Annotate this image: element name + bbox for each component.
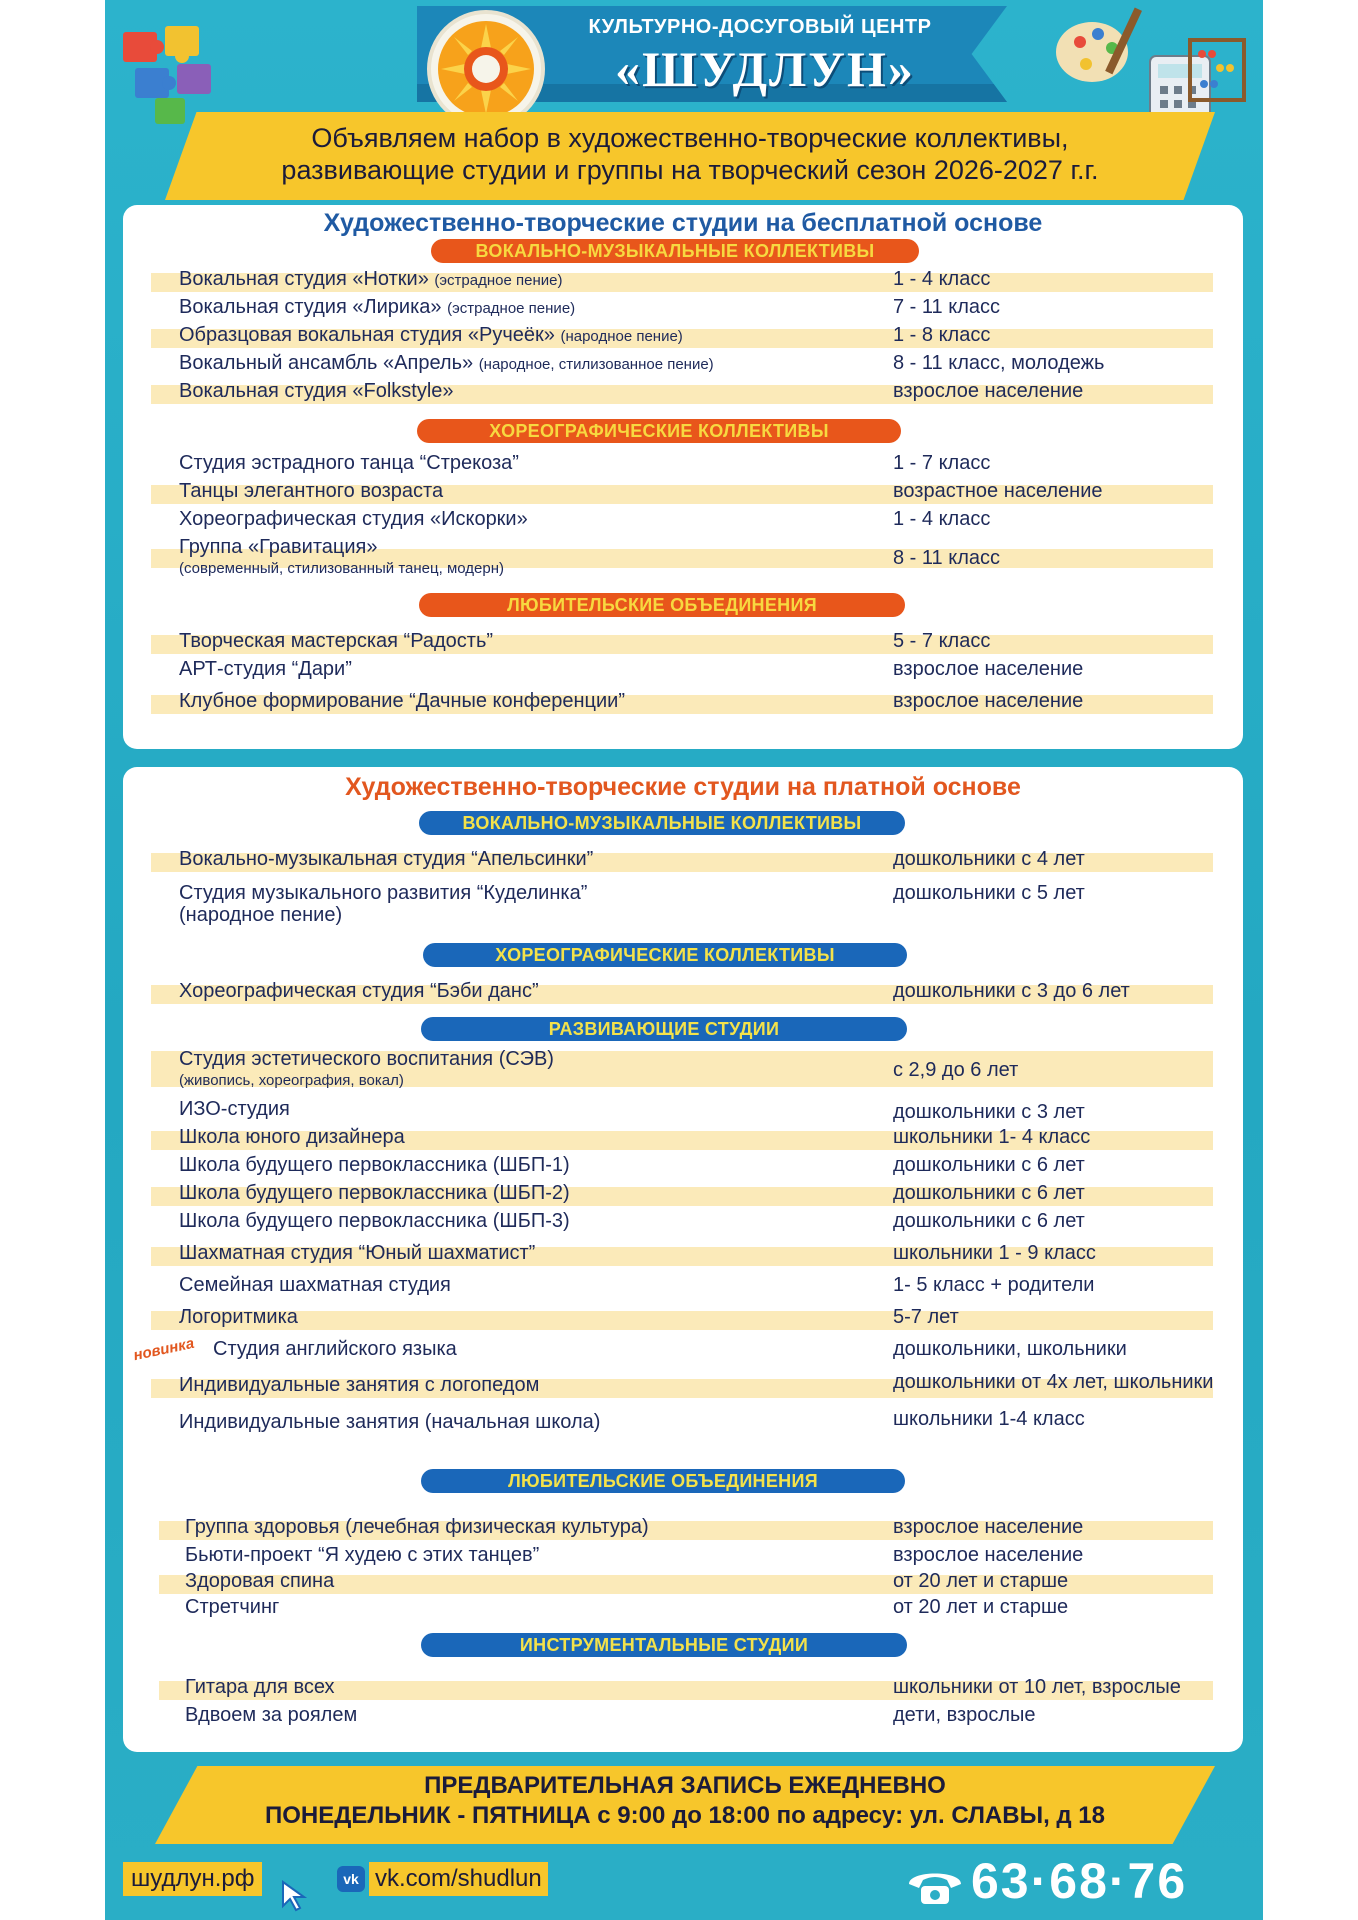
item-name: Школа будущего первоклассника (ШБП-3) — [179, 1210, 570, 1232]
item-name: Студия музыкального развития “Куделинка” — [179, 882, 588, 904]
item-name: Вокальная студия «Нотки» (эстрадное пение) — [179, 268, 563, 290]
item-audience: дошкольники с 6 лет — [893, 1210, 1085, 1232]
section-label: ХОРЕОГРАФИЧЕСКИЕ КОЛЛЕКТИВЫ — [417, 419, 901, 443]
item-name: Школа юного дизайнера — [179, 1126, 405, 1148]
list-item — [123, 847, 1243, 873]
list-item — [123, 1153, 1243, 1179]
list-item — [123, 1125, 1243, 1151]
item-audience: взрослое население — [893, 380, 1084, 402]
item-name: Хореографическая студия “Бэби данс” — [179, 980, 539, 1002]
list-item — [123, 1675, 1243, 1701]
list-item — [123, 267, 1243, 293]
free-studios-panel — [123, 205, 1243, 749]
item-name: АРТ-студия “Дари” — [179, 658, 352, 680]
item-name: Семейная шахматная студия — [179, 1274, 451, 1296]
item-audience: дошкольники от 4х лет, школьники — [893, 1371, 1214, 1393]
list-item — [123, 1410, 1243, 1436]
item-name: Вокально-музыкальная студия “Апельсинки” — [179, 848, 594, 870]
section-label: ИНСТРУМЕНТАЛЬНЫЕ СТУДИИ — [421, 1633, 907, 1657]
phone-icon — [905, 1864, 965, 1908]
item-audience: школьники 1-4 класс — [893, 1408, 1085, 1430]
palette-icon — [1050, 0, 1250, 130]
item-name: Вокальный ансамбль «Апрель» (народное, стилизованное пение) — [179, 352, 714, 374]
cursor-icon — [281, 1880, 311, 1912]
item-name: Танцы элегантного возраста — [179, 480, 444, 502]
center-name: «ШУДЛУН» — [615, 41, 915, 97]
item-name: Вокальная студия «Лирика» (эстрадное пение) — [179, 296, 576, 318]
item-name: Студия эстрадного танца “Стрекоза” — [179, 452, 519, 474]
list-item — [123, 379, 1243, 405]
item-note: (современный, стилизованный танец, модерн) — [179, 560, 504, 577]
list-item — [123, 1181, 1243, 1207]
list-item — [123, 1569, 1243, 1595]
item-name: Образцовая вокальная студия «Ручеёк» (народное пение) — [179, 324, 683, 346]
list-item — [123, 629, 1243, 655]
paid-panel-title: Художественно-творческие студии на платной основе — [345, 773, 1021, 801]
item-audience: 1 - 8 класс — [893, 324, 991, 346]
item-audience: школьники 1 - 9 класс — [893, 1242, 1096, 1264]
paid-studios-panel — [123, 767, 1243, 1752]
item-audience: дошкольники, школьники — [893, 1338, 1127, 1360]
item-note: (живопись, хореография, вокал) — [179, 1072, 404, 1089]
list-item — [123, 1209, 1243, 1235]
item-audience: 1 - 4 класс — [893, 268, 991, 290]
item-name: Логоритмика — [179, 1306, 298, 1328]
sun-logo-icon — [435, 18, 537, 120]
list-item — [123, 323, 1243, 349]
item-audience: от 20 лет и старше — [893, 1596, 1069, 1618]
item-note: (народное пение) — [179, 904, 343, 926]
section-label: ВОКАЛЬНО-МУЗЫКАЛЬНЫЕ КОЛЛЕКТИВЫ — [419, 811, 905, 835]
item-audience: от 20 лет и старше — [893, 1570, 1069, 1592]
item-name: Хореографическая студия «Искорки» — [179, 508, 528, 530]
list-item — [123, 1305, 1243, 1331]
item-audience: школьники от 10 лет, взрослые — [893, 1676, 1181, 1698]
item-audience: с 2,9 до 6 лет — [893, 1059, 1019, 1081]
section-label: ХОРЕОГРАФИЧЕСКИЕ КОЛЛЕКТИВЫ — [423, 943, 907, 967]
item-audience: 1 - 4 класс — [893, 508, 991, 530]
free-panel-title: Художественно-творческие студии на бесплатной основе — [323, 209, 1043, 237]
item-name: ИЗО-студия — [179, 1098, 290, 1120]
item-name: Гитара для всех — [185, 1676, 335, 1698]
item-name: Студия английского языка — [213, 1338, 457, 1360]
item-name: Шахматная студия “Юный шахматист” — [179, 1242, 536, 1264]
item-name: Школа будущего первоклассника (ШБП-2) — [179, 1182, 570, 1204]
list-item — [123, 1543, 1243, 1569]
item-audience: 8 - 11 класс, молодежь — [893, 352, 1105, 374]
list-item — [123, 1047, 1243, 1091]
section-label: ЛЮБИТЕЛЬСКИЕ ОБЪЕДИНЕНИЯ — [419, 593, 905, 617]
item-audience: взрослое население — [893, 1544, 1084, 1566]
puzzle-icon — [115, 22, 225, 127]
list-item — [123, 1273, 1243, 1299]
list-item — [123, 507, 1243, 533]
item-name: Вдвоем за роялем — [185, 1704, 358, 1726]
list-item — [123, 295, 1243, 321]
item-name: Здоровая спина — [185, 1570, 335, 1592]
website-link[interactable]: шудлун.рф — [123, 1862, 262, 1896]
item-audience: 8 - 11 класс — [893, 547, 1000, 569]
list-item — [123, 979, 1243, 1005]
item-name: Клубное формирование “Дачные конференции” — [179, 690, 626, 712]
list-item — [123, 657, 1243, 683]
header — [105, 0, 1263, 205]
item-audience: дошкольники с 6 лет — [893, 1154, 1085, 1176]
vk-link[interactable]: vk.com/shudlun — [369, 1862, 548, 1896]
list-item — [123, 1334, 1243, 1365]
announce-text — [165, 122, 1215, 186]
list-item — [123, 1373, 1243, 1399]
item-name: Студия эстетического воспитания (СЭВ) — [179, 1048, 554, 1070]
section-label: ВОКАЛЬНО-МУЗЫКАЛЬНЫЕ КОЛЛЕКТИВЫ — [431, 239, 919, 263]
list-item — [123, 479, 1243, 505]
item-name: Группа «Гравитация» — [179, 536, 378, 558]
signup-line-1: ПРЕДВАРИТЕЛЬНАЯ ЗАПИСЬ ЕЖЕДНЕВНО — [424, 1772, 946, 1799]
item-audience: школьники 1- 4 класс — [893, 1126, 1091, 1148]
item-audience: дети, взрослые — [893, 1704, 1036, 1726]
poster — [105, 0, 1263, 1920]
announce-line-2: развивающие студии и группы на творческий сезон 2026-2027 г.г. — [281, 155, 1099, 185]
item-audience: взрослое население — [893, 1516, 1084, 1538]
phone-number[interactable]: 63·68·76 — [971, 1853, 1188, 1909]
item-audience: дошкольники с 4 лет — [893, 848, 1085, 870]
item-name: Индивидуальные занятия с логопедом — [179, 1374, 540, 1396]
list-item — [123, 1595, 1243, 1621]
item-audience: дошкольники с 6 лет — [893, 1182, 1085, 1204]
list-item — [123, 1097, 1243, 1123]
item-audience: 5-7 лет — [893, 1306, 959, 1328]
item-audience: взрослое население — [893, 690, 1084, 712]
item-name: Вокальная студия «Folkstyle» — [179, 380, 454, 402]
item-audience: 5 - 7 класс — [893, 630, 991, 652]
list-item — [123, 535, 1243, 579]
section-label: РАЗВИВАЮЩИЕ СТУДИИ — [421, 1017, 907, 1041]
signup-line-2: ПОНЕДЕЛЬНИК - ПЯТНИЦА с 9:00 до 18:00 по адресу: ул. СЛАВЫ, д 18 — [264, 1802, 1106, 1829]
item-audience: 1- 5 класс + родители — [893, 1274, 1095, 1296]
item-name: Творческая мастерская “Радость” — [179, 630, 494, 652]
section-label: ЛЮБИТЕЛЬСКИЕ ОБЪЕДИНЕНИЯ — [421, 1469, 905, 1493]
list-item — [123, 451, 1243, 477]
list-item — [123, 1241, 1243, 1267]
list-item — [123, 1515, 1243, 1541]
item-audience: 7 - 11 класс — [893, 296, 1000, 318]
item-audience: дошкольники с 3 до 6 лет — [893, 980, 1130, 1002]
item-audience: взрослое население — [893, 658, 1084, 680]
item-audience: возрастное население — [893, 480, 1103, 502]
vk-icon: vk — [337, 1866, 365, 1892]
list-item — [123, 689, 1243, 715]
item-name: Школа будущего первоклассника (ШБП-1) — [179, 1154, 570, 1176]
announce-line-1: Объявляем набор в художественно-творческие коллективы, — [311, 123, 1069, 153]
item-audience: дошкольники с 3 лет — [893, 1101, 1085, 1123]
new-badge: новинка — [131, 1334, 196, 1365]
item-name: Индивидуальные занятия (начальная школа) — [179, 1411, 601, 1433]
list-item — [123, 351, 1243, 377]
list-item — [123, 881, 1243, 925]
item-name: Бьюти-проект “Я худею с этих танцев” — [185, 1544, 540, 1566]
item-name: Группа здоровья (лечебная физическая культура) — [185, 1516, 649, 1538]
item-audience: 1 - 7 класс — [893, 452, 991, 474]
list-item — [123, 1703, 1243, 1729]
item-name: Стретчинг — [185, 1596, 280, 1618]
item-audience: дошкольники с 5 лет — [893, 882, 1085, 904]
center-label: КУЛЬТУРНО-ДОСУГОВЫЙ ЦЕНТР — [588, 16, 932, 38]
